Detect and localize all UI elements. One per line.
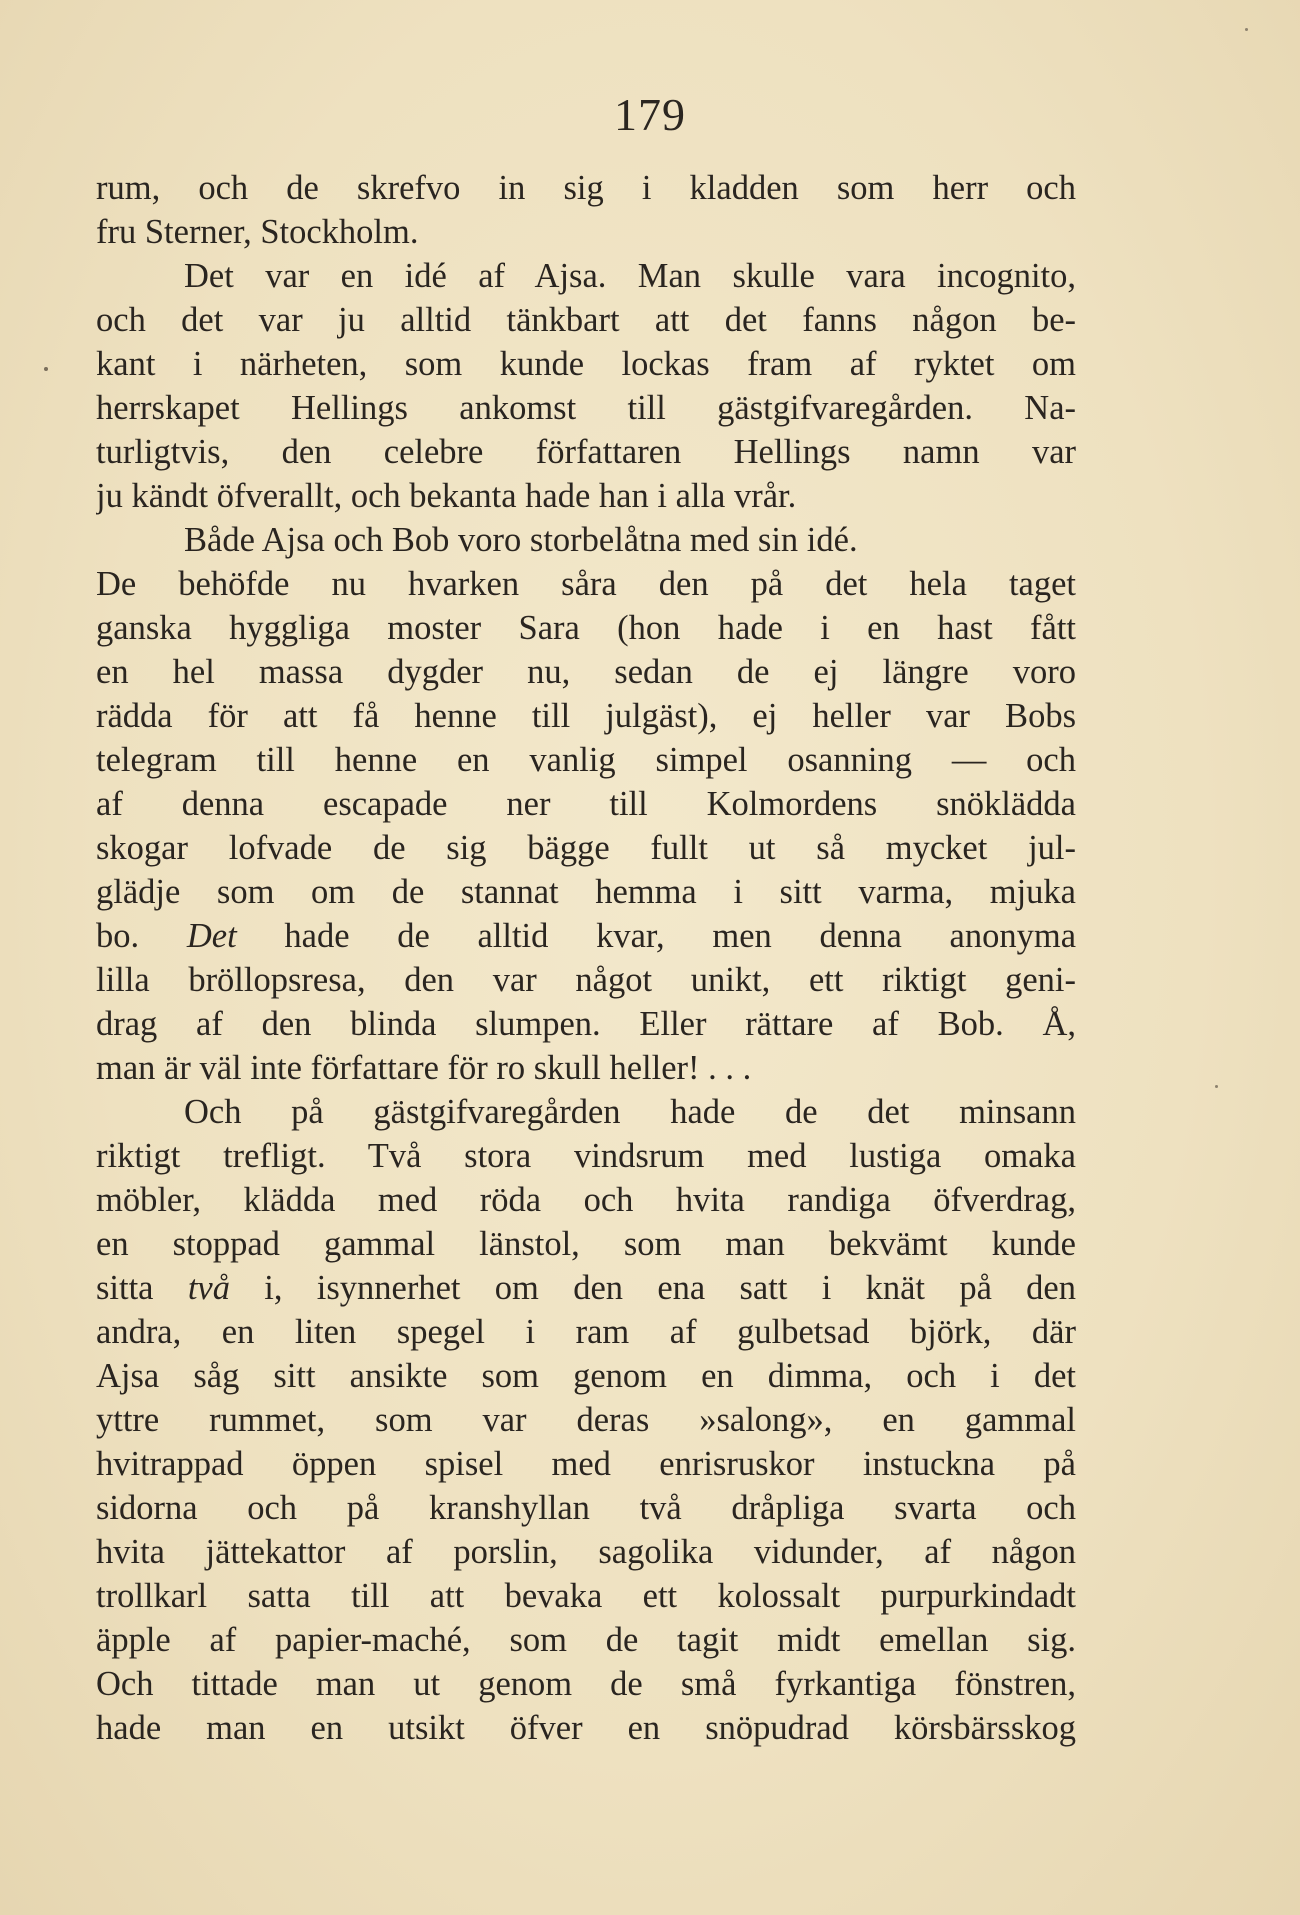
text-line (96, 782, 1076, 826)
line-text: drag af den blinda slumpen. Eller rättare af Bob. Å, (96, 1005, 1076, 1043)
text-line (96, 1574, 1076, 1618)
text-line (96, 298, 1076, 342)
text-line (96, 1706, 1076, 1750)
text-line (96, 738, 1076, 782)
line-text: i, isynnerhet om den ena satt i knät på den (229, 1269, 1076, 1307)
text-line (96, 518, 1076, 562)
line-text: telegram till henne en vanlig simpel osanning — och (96, 741, 1076, 779)
line-text: fru Sterner, Stockholm. (96, 213, 419, 251)
body-text (96, 166, 1076, 1750)
text-line (96, 1530, 1076, 1574)
text-line (96, 562, 1076, 606)
text-line (96, 1134, 1076, 1178)
line-text: kant i närheten, som kunde lockas fram af ryktet om (96, 345, 1076, 383)
text-line (96, 1178, 1076, 1222)
line-text: De behöfde nu hvarken såra den på det hela taget (96, 565, 1076, 603)
text-line (96, 1354, 1076, 1398)
line-text: möbler, klädda med röda och hvita randiga öfverdrag, (96, 1181, 1076, 1219)
text-line (96, 474, 1076, 518)
line-text: ju kändt öfverallt, och bekanta hade han i alla vrår. (96, 477, 797, 515)
line-text: man är väl inte författare för ro skull heller! . . . (96, 1049, 752, 1087)
line-text: hade man en utsikt öfver en snöpudrad körsbärsskog (96, 1709, 1076, 1747)
text-line (96, 166, 1076, 210)
text-line (96, 1662, 1076, 1706)
line-text: sidorna och på kranshyllan två dråpliga svarta och (96, 1489, 1076, 1527)
line-text: hvitrappad öppen spisel med enrisruskor instuckna på (96, 1445, 1076, 1483)
line-text: glädje som om de stannat hemma i sitt varma, mjuka (96, 873, 1076, 911)
text-line (96, 1486, 1076, 1530)
line-text: sitta (96, 1269, 188, 1307)
line-text: lilla bröllopsresa, den var något unikt, ett riktigt geni- (96, 961, 1076, 999)
line-text: yttre rummet, som var deras »salong», en gammal (96, 1401, 1076, 1439)
italic-text: två (187, 1269, 230, 1307)
line-text: skogar lofvade de sig bägge fullt ut så mycket jul- (96, 829, 1076, 867)
text-line (96, 914, 1076, 958)
text-line (96, 694, 1076, 738)
paper-speck (1245, 28, 1248, 31)
text-line (96, 386, 1076, 430)
text-line (96, 870, 1076, 914)
text-line (96, 1398, 1076, 1442)
text-line (96, 1002, 1076, 1046)
line-text: hade de alltid kvar, men denna anonyma (236, 917, 1076, 955)
line-text: hvita jättekattor af porslin, sagolika vidunder, af någon (96, 1533, 1076, 1571)
margin-mark (44, 367, 48, 371)
text-line (96, 1310, 1076, 1354)
line-text: ganska hyggliga moster Sara (hon hade i en hast fått (96, 609, 1076, 647)
line-text: andra, en liten spegel i ram af gulbetsad björk, där (96, 1313, 1076, 1351)
text-line (96, 210, 1076, 254)
line-text: trollkarl satta till att bevaka ett kolossalt purpurkindadt (96, 1577, 1076, 1615)
text-line (96, 254, 1076, 298)
text-line (96, 826, 1076, 870)
line-text: och det var ju alltid tänkbart att det fanns någon be- (96, 301, 1076, 339)
text-line (96, 1266, 1076, 1310)
line-text: Det var en idé af Ajsa. Man skulle vara incognito, (184, 257, 1076, 295)
line-text: Både Ajsa och Bob voro storbelåtna med sin idé. (184, 521, 858, 559)
line-text: riktigt trefligt. Två stora vindsrum med lustiga omaka (96, 1137, 1076, 1175)
text-line (96, 650, 1076, 694)
line-text: en stoppad gammal länstol, som man bekvämt kunde (96, 1225, 1076, 1263)
line-text: turligtvis, den celebre författaren Hellings namn var (96, 433, 1076, 471)
text-line (96, 1442, 1076, 1486)
line-text: herrskapet Hellings ankomst till gästgifvaregården. Na- (96, 389, 1076, 427)
text-line (96, 606, 1076, 650)
text-line (96, 1222, 1076, 1266)
line-text: rädda för att få henne till julgäst), ej heller var Bobs (96, 697, 1076, 735)
line-text: rum, och de skrefvo in sig i kladden som herr och (96, 169, 1076, 207)
text-line (96, 1618, 1076, 1662)
page-number: 179 (614, 89, 686, 140)
line-text: Och på gästgifvaregården hade de det minsann (184, 1093, 1076, 1131)
text-line (96, 1090, 1076, 1134)
line-text: äpple af papier-maché, som de tagit midt emellan sig. (96, 1621, 1076, 1659)
paper-speck (1215, 1085, 1218, 1088)
italic-text: Det (186, 917, 237, 955)
text-line (96, 958, 1076, 1002)
line-text: bo. (96, 917, 187, 955)
text-line (96, 342, 1076, 386)
text-line (96, 1046, 1076, 1090)
line-text: en hel massa dygder nu, sedan de ej längre voro (96, 653, 1076, 691)
line-text: af denna escapade ner till Kolmordens snöklädda (96, 785, 1076, 823)
line-text: Och tittade man ut genom de små fyrkantiga fönstren, (96, 1665, 1076, 1703)
line-text: Ajsa såg sitt ansikte som genom en dimma, och i det (96, 1357, 1076, 1395)
text-line (96, 430, 1076, 474)
